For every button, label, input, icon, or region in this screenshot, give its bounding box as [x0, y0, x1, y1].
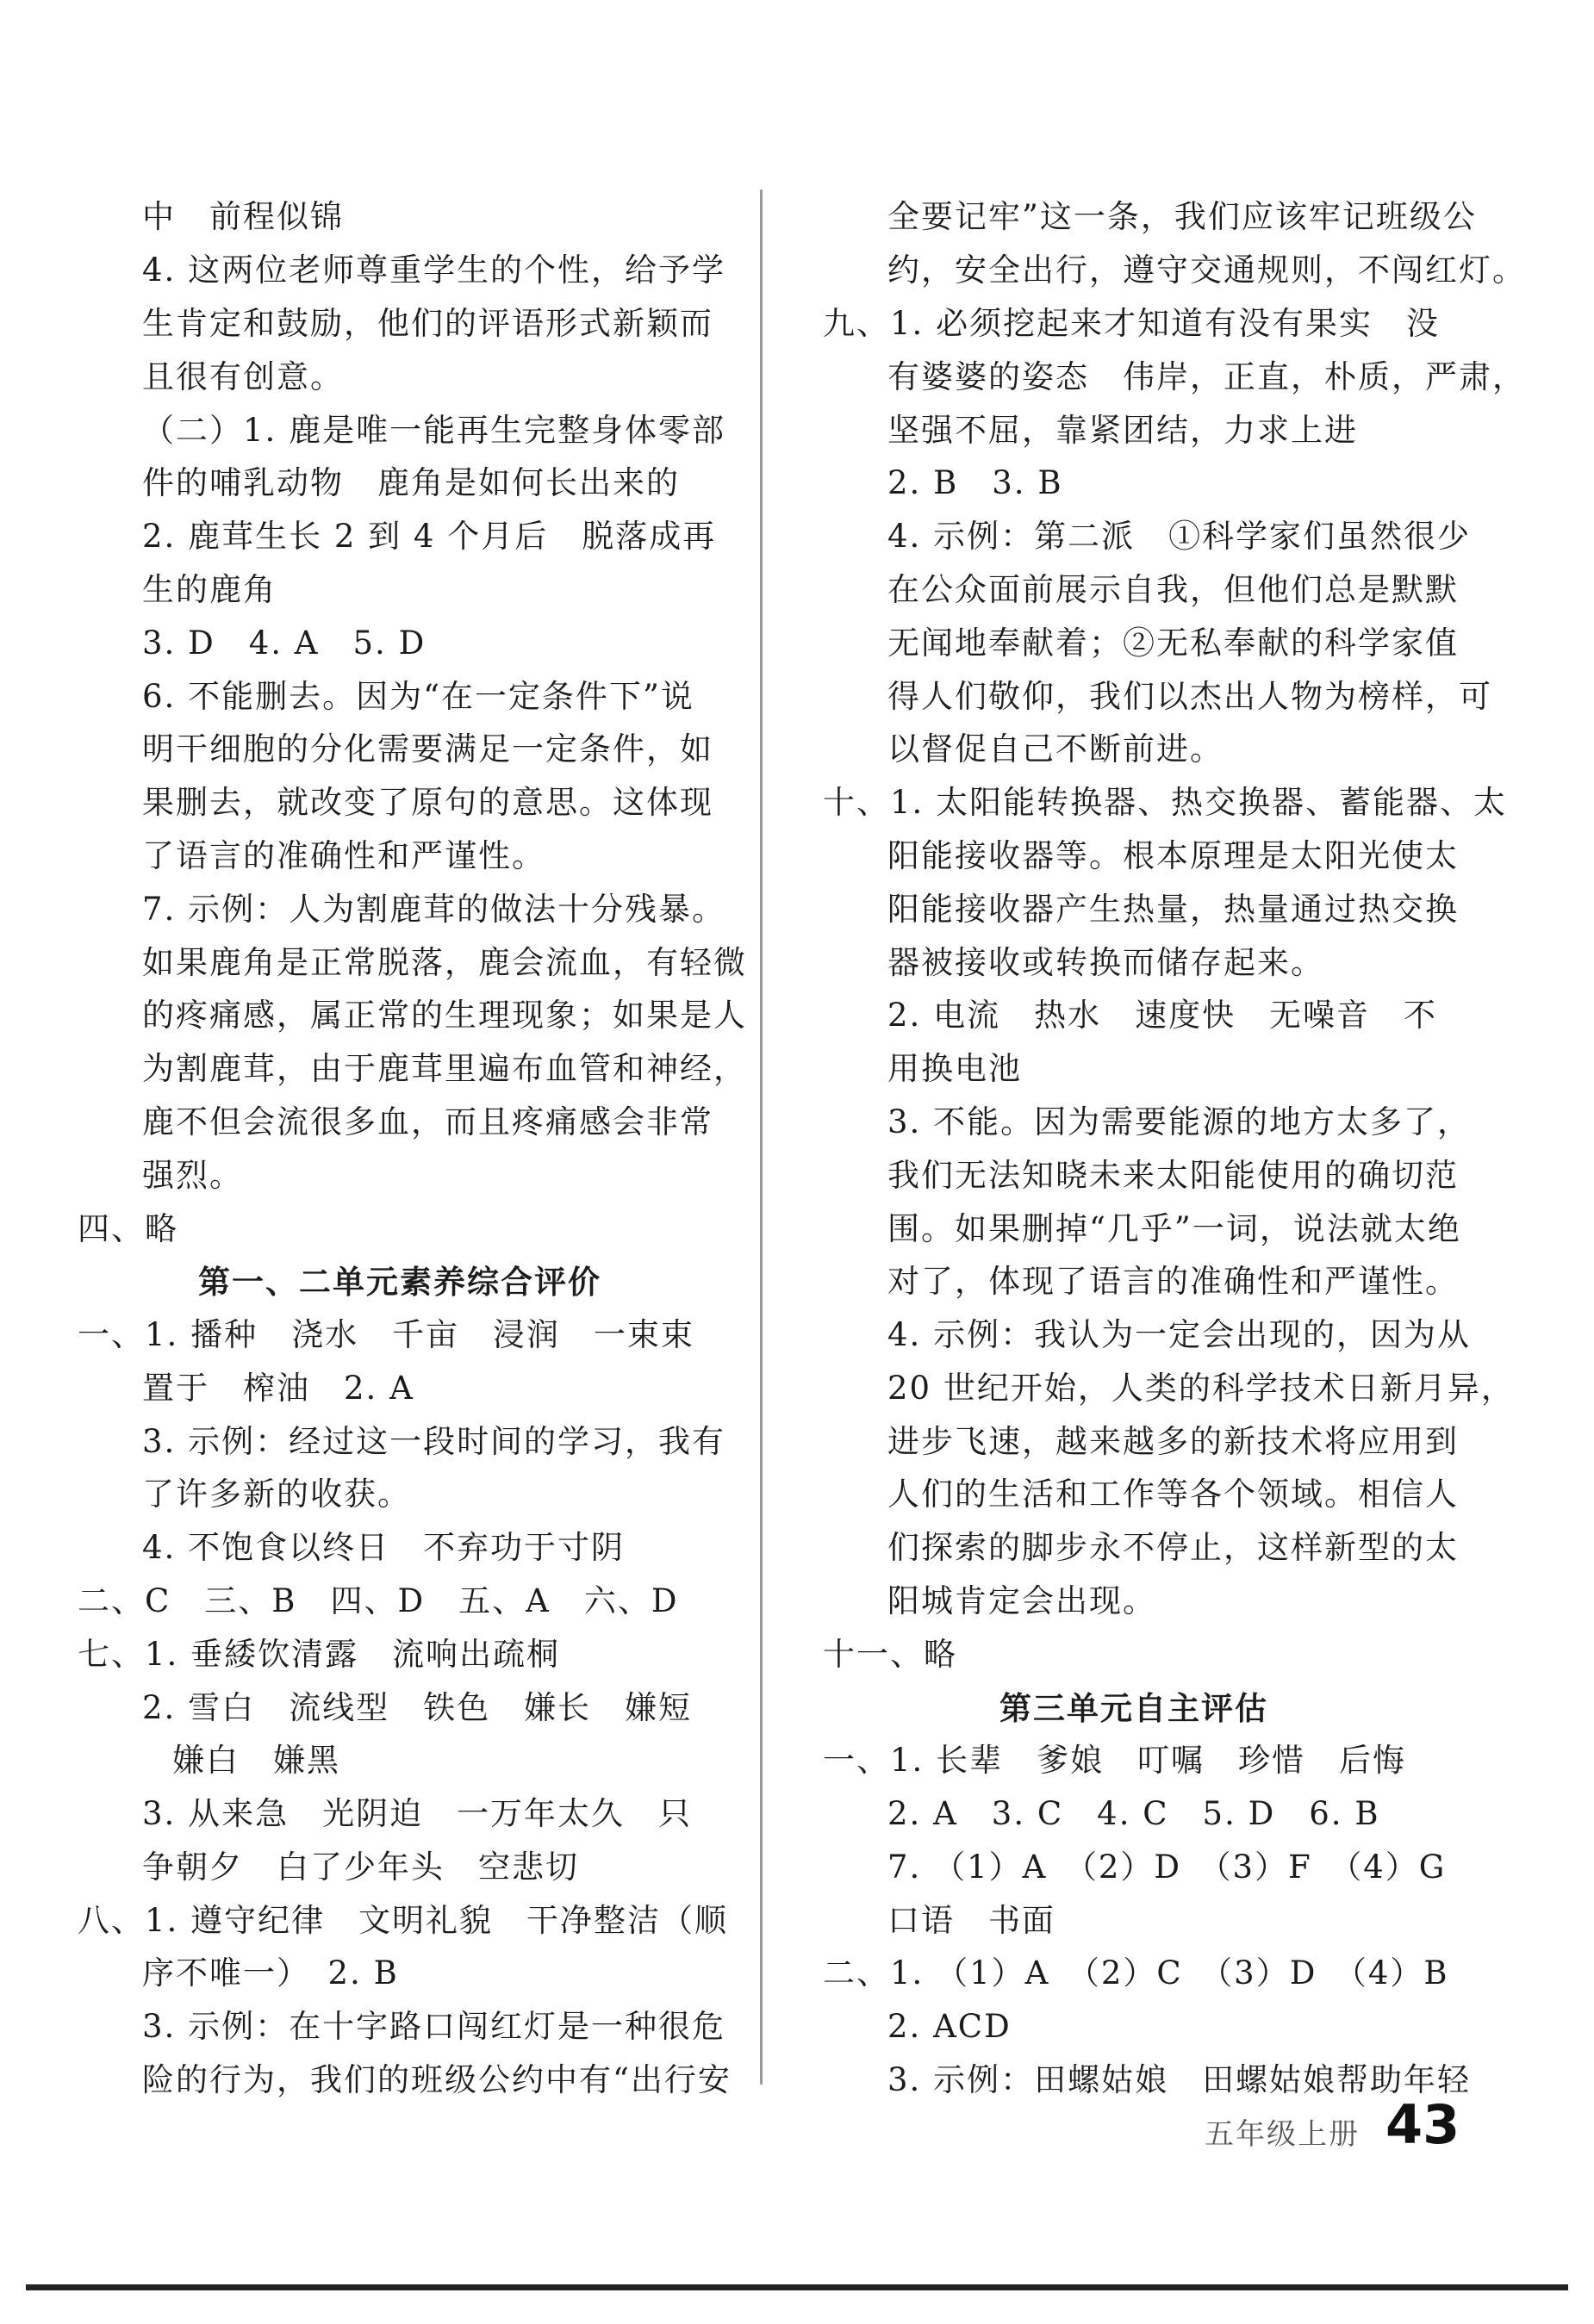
text-line: 4. 示例：第二派 ①科学家们虽然很少 [887, 518, 1472, 555]
text-line: 3. D 4. A 5. D [142, 624, 427, 662]
text-line: 3. 示例：在十字路口闯红灯是一种很危 [142, 2008, 726, 2045]
text-line: 九、1. 必须挖起来才知道有没有果实 没 [823, 305, 1441, 342]
text-line: 无闻地奉献着；②无私奉献的科学家值 [887, 624, 1459, 662]
text-line: 3. 示例：田螺姑娘 田螺姑娘帮助年轻 [887, 2061, 1472, 2098]
text-line: 了语言的准确性和严谨性。 [142, 837, 545, 874]
text-line: 4. 这两位老师尊重学生的个性，给予学 [142, 252, 726, 289]
text-line: 四、略 [78, 1210, 178, 1247]
text-line: 置于 榨油 2. A [142, 1370, 414, 1407]
text-line: 生肯定和鼓励，他们的评语形式新颖而 [142, 305, 713, 342]
text-line: 一、1. 长辈 爹娘 叮嘱 珍惜 后悔 [823, 1742, 1407, 1779]
text-line: 3. 示例：经过这一段时间的学习，我有 [142, 1423, 726, 1460]
text-line: 明干细胞的分化需要满足一定条件，如 [142, 730, 713, 767]
text-line: 生的鹿角 [142, 571, 277, 608]
text-line: 20 世纪开始，人类的科学技术日新月异， [887, 1370, 1515, 1407]
text-line: 在公众面前展示自我，但他们总是默默 [887, 571, 1459, 608]
text-line: 口语 书面 [887, 1902, 1055, 1939]
text-line: 2. B 3. B [887, 464, 1063, 501]
text-line: 果删去，就改变了原句的意思。这体现 [142, 784, 713, 821]
text-line: 二、1. （1）A （2）C （3）D （4）B [823, 1954, 1449, 1992]
section-heading: 第一、二单元素养综合评价 [198, 1263, 601, 1301]
text-line: 们探索的脚步永不停止，这样新型的太 [887, 1529, 1459, 1566]
text-line: 十一、略 [823, 1636, 957, 1673]
text-line: 一、1. 播种 浇水 千亩 浸润 一束束 [78, 1316, 695, 1353]
text-line: 全要记牢”这一条，我们应该牢记班级公 [887, 198, 1477, 235]
text-line: 4. 示例：我认为一定会出现的，因为从 [887, 1316, 1472, 1353]
text-line: 险的行为，我们的班级公约中有“出行安 [142, 2061, 732, 2098]
text-line: 阳能接收器产生热量，热量通过热交换 [887, 891, 1459, 928]
text-line: 鹿不但会流很多血，而且疼痛感会非常 [142, 1103, 713, 1140]
page-number: 43 [1385, 2093, 1460, 2156]
text-line: 我们无法知晓未来太阳能使用的确切范 [887, 1157, 1459, 1194]
grade-label: 五年级上册 [1205, 2117, 1360, 2152]
text-line: 得人们敬仰，我们以杰出人物为榜样，可 [887, 678, 1492, 715]
text-line: 对了，体现了语言的准确性和严谨性。 [887, 1263, 1459, 1300]
text-line: 十、1. 太阳能转换器、热交换器、蓄能器、太 [823, 784, 1508, 821]
text-line: 件的哺乳动物 鹿角是如何长出来的 [142, 464, 680, 501]
text-line: 3. 从来急 光阴迫 一万年太久 只 [142, 1795, 693, 1832]
text-line: 八、1. 遵守纪律 文明礼貌 干净整洁（顺 [78, 1902, 729, 1939]
text-line: 7. 示例：人为割鹿茸的做法十分残暴。 [142, 891, 726, 928]
text-line: 阳城肯定会出现。 [887, 1582, 1156, 1619]
text-line: 6. 不能删去。因为“在一定条件下”说 [142, 678, 694, 715]
text-line: 2. 电流 热水 速度快 无噪音 不 [887, 997, 1438, 1034]
text-line: 二、C 三、B 四、D 五、A 六、D [78, 1582, 679, 1619]
text-line: 序不唯一） 2. B [142, 1954, 399, 1992]
text-line: 坚强不屈，靠紧团结，力求上进 [887, 412, 1358, 449]
text-line: 2. ACD [887, 2008, 1012, 2045]
text-line: 4. 不饱食以终日 不弃功于寸阴 [142, 1529, 626, 1566]
text-line: 如果鹿角是正常脱落，鹿会流血，有轻微 [142, 944, 747, 981]
text-line: 争朝夕 白了少年头 空悲切 [142, 1849, 579, 1886]
text-line: 以督促自己不断前进。 [887, 730, 1224, 767]
column-divider [760, 190, 763, 2085]
text-line: 器被接收或转换而储存起来。 [887, 944, 1324, 981]
text-line: 约，安全出行，遵守交通规则，不闯红灯。 [887, 252, 1526, 289]
text-line: 七、1. 垂緌饮清露 流响出疏桐 [78, 1636, 561, 1673]
text-line: 了许多新的收获。 [142, 1476, 411, 1513]
text-line: 人们的生活和工作等各个领域。相信人 [887, 1476, 1459, 1513]
text-line: 阳能接收器等。根本原理是太阳光使太 [887, 837, 1459, 874]
section-heading: 第三单元自主评估 [999, 1689, 1268, 1727]
text-line: 有婆婆的姿态 伟岸，正直，朴质，严肃， [887, 358, 1526, 395]
text-line: 嫌白 嫌黑 [172, 1742, 340, 1779]
text-line: 2. A 3. C 4. C 5. D 6. B [887, 1795, 1380, 1832]
text-line: 3. 不能。因为需要能源的地方太多了， [887, 1103, 1472, 1140]
text-line: 2. 鹿茸生长 2 到 4 个月后 脱落成再 [142, 518, 717, 555]
text-line: 且很有创意。 [142, 358, 344, 395]
bottom-rule [26, 2284, 1568, 2290]
text-line: 中 前程似锦 [142, 198, 344, 235]
text-line: 进步飞速，越来越多的新技术将应用到 [887, 1423, 1459, 1460]
text-line: 强烈。 [142, 1157, 243, 1194]
text-line: 用换电池 [887, 1050, 1022, 1087]
text-line: 的疼痛感，属正常的生理现象；如果是人 [142, 997, 747, 1034]
text-line: （二）1. 鹿是唯一能再生完整身体零部 [142, 412, 726, 449]
text-line: 围。如果删掉“几乎”一词，说法就太绝 [887, 1210, 1461, 1247]
text-line: 为割鹿茸，由于鹿茸里遍布血管和神经， [142, 1050, 747, 1087]
text-line: 2. 雪白 流线型 铁色 嫌长 嫌短 [142, 1689, 693, 1726]
text-line: 7. （1）A （2）D （3）F （4）G [887, 1849, 1447, 1886]
